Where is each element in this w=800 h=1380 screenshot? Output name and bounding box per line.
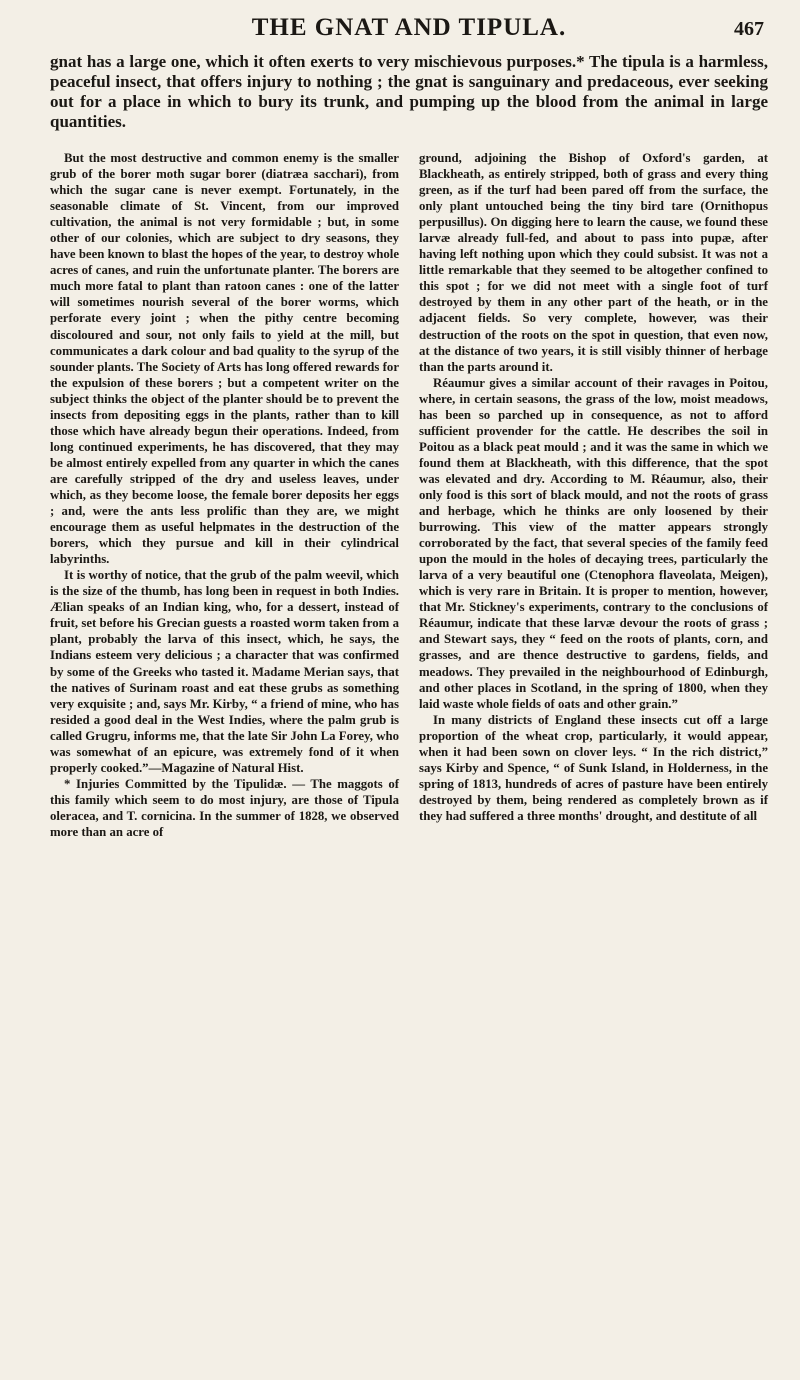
paragraph-palm-weevil: It is worthy of notice, that the grub of the palm weevil, which is the size of the thumb, has long been in request in both Indies. Ælian speaks of an Indian king, who, for a dessert, instead of fruit, set before his Grecian guests a roasted worm taken from a plant, probably the larva of this insect, which, he says, the Indians esteem very delicious ; a character that was confirmed by some of the Greeks who tasted it. Madame Merian says, that the natives of Surinam roast and eat these grubs as something very exquisite ; and, says Mr. Kirby, “ a friend of mine, who has resided a good deal in the West Indies, where the palm grub is called Grugru, informs me, that the late Sir John La Forey, who was somewhat of an epicure, was extremely fond of it when properly cooked.”—Magazine of Natural Hist. — [50, 568, 399, 775]
paragraph-england-districts: In many districts of England these insects cut off a large proportion of the wheat crop, particularly, it would appear, when it had been sown on clover leys. “ In the rich district,” says Kirby and Spence, “ of Sunk Island, in Holderness, in the spring of 1813, hundreds of acres of pasture have been entirely destroyed by them, being rendered as completely brown as if they had suffered a three months' drought, and destitute of all — [419, 712, 768, 823]
left-column — [50, 150, 399, 840]
paragraph-blackheath: ground, adjoining the Bishop of Oxford's garden, at Blackheath, as entirely stripped, both of grass and every thing green, as if the turf had been pared off from the surface, the only plant untouched being the tiny bird tare (Ornithopus perpusillus). On digging here to learn the cause, we found these larvæ already full-fed, and about to pass into pupæ, after having left nothing upon which they could subsist. It was not a little remarkable that they seemed to be altogether confined to this spot ; for we did not meet with a single foot of turf destroyed by them in any other part of the heath, or in the adjacent fields. So very complete, however, was their destruction of the roots on the spot in question, that even now, at the distance of two years, it is still visibly thinner of herbage than the parts around it. — [419, 151, 768, 374]
right-column — [419, 150, 768, 840]
paragraph-reaumur: Réaumur gives a similar account of their ravages in Poitou, where, in certain seasons, the grass of the low, moist meadows, has been so parched up in consequence, as not to afford sufficient provender for the cattle. He describes the soil in Poitou as a black peat mould ; and it was the same in which we found them at Blackheath, with this difference, that the spot was elevated and dry. According to M. Réaumur, also, their only food is this sort of black mould, and not the roots of grass and herbage, which he thinks are only loosened by their burrowing. This view of the matter appears strongly corroborated by the fact, that several species of the family feed upon the mould in the holes of decaying trees, particularly the larva of a very beautiful one (Ctenophora flaveolata, Meigen), which is very rare in Britain. It is proper to mention, however, that Mr. Stickney's experiments, contrary to the conclusions of Réaumur, indicate that these larvæ devour the roots of grass ; and Stewart says, they “ feed on the roots of plants, corn, and grasses, and are thence destructive to gardens, fields, and meadows. They prevailed in the neighbourhood of Edinburgh, and other places in Scotland, in the spring of 1800, when they laid waste whole fields of oats and other grain.” — [419, 375, 768, 711]
running-title: THE GNAT AND TIPULA. — [251, 14, 567, 41]
paragraph-sugar-borer: But the most destructive and common enemy is the smaller grub of the borer moth sugar borer (diatræa sacchari), from which the sugar cane is never exempt. Fortunately, in the seasonable climate of St. Vincent, from our improved cultivation, the animal is not very formidable ; but, in some other of our colonies, which are subject to dry seasons, they have been known to blast the hopes of the year, to destroy whole acres of canes, and ruin the unfortunate planter. The borers are much more fatal to plant than ratoon canes : one of the latter will sometimes nourish several of the borer worms, which perforate every joint ; when the pithy centre becoming discoloured and sour, not only fails to yield at the mill, but communicates a dark colour and bad quality to the syrup of the sounder plants. The Society of Arts has long offered rewards for the expulsion of these borers ; but a competent writer on the subject thinks the object of the planter should be to prevent the insects from depositing eggs in the plants, rather than to kill those which have already begun their operations. Indeed, from long continued experiments, he has discovered, that they may be almost entirely expelled from any quarter in which the canes are carefully stripped of the dry and useless leaves, under which, as they become loose, the female borer deposits her eggs ; and, were the ants less prolific than they are, we might encourage them as useful helpmates in the destruction of the borers, which they pursue and kill in their cylindrical labyrinths. — [50, 151, 399, 567]
footnote-tipulidae: * Injuries Committed by the Tipulidæ. — The maggots of this family which seem to do most injury, are those of Tipula oleracea, and T. cornicina. In the summer of 1828, we observed more than an acre of — [50, 776, 399, 839]
running-header — [50, 10, 768, 44]
page-number: 467 — [734, 18, 764, 40]
lead-paragraph: gnat has a large one, which it often exerts to very mischievous purposes.* The tipula is a harmless, peaceful insect, that offers injury to nothing ; the gnat is sanguinary and predaceous, ever seeking out for a place in which to bury its trunk, and pumping up the blood from the animal in large quantities. — [50, 52, 768, 131]
two-column-body — [50, 150, 768, 840]
